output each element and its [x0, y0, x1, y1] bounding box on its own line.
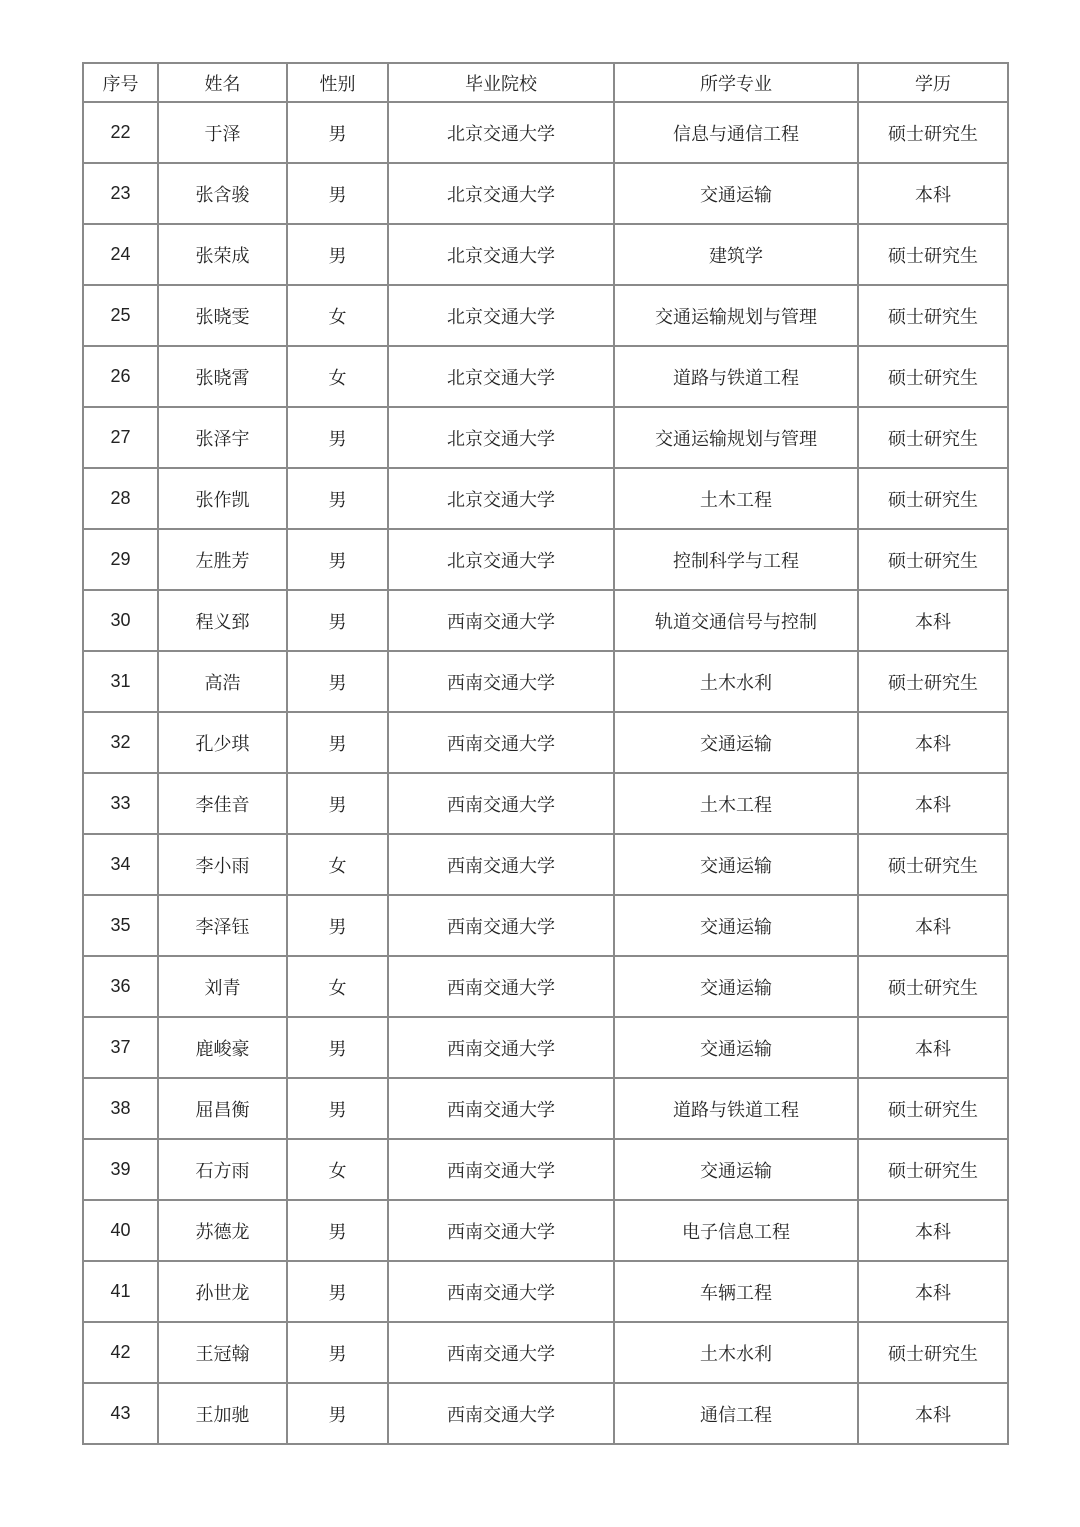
- table-row: [83, 163, 1008, 224]
- header-major: 所学专业: [614, 63, 858, 102]
- cell-name: 程义郅: [158, 590, 287, 651]
- cell-index: 32: [83, 712, 158, 773]
- cell-name: 李佳音: [158, 773, 287, 834]
- cell-gender: 男: [287, 1322, 388, 1383]
- cell-school: 西南交通大学: [388, 1200, 614, 1261]
- cell-gender: 男: [287, 773, 388, 834]
- cell-major: 土木工程: [614, 773, 858, 834]
- cell-gender: 男: [287, 407, 388, 468]
- cell-degree: 硕士研究生: [858, 102, 1008, 163]
- cell-gender: 男: [287, 1200, 388, 1261]
- table-row: [83, 224, 1008, 285]
- cell-school: 西南交通大学: [388, 651, 614, 712]
- cell-degree: 硕士研究生: [858, 834, 1008, 895]
- cell-major: 交通运输: [614, 956, 858, 1017]
- cell-school: 西南交通大学: [388, 1017, 614, 1078]
- table-row: [83, 1261, 1008, 1322]
- table-row: [83, 1200, 1008, 1261]
- cell-degree: 本科: [858, 590, 1008, 651]
- table-header: [83, 63, 1008, 102]
- cell-name: 李泽钰: [158, 895, 287, 956]
- cell-school: 西南交通大学: [388, 895, 614, 956]
- cell-degree: 本科: [858, 1200, 1008, 1261]
- table-body: [83, 102, 1008, 1444]
- cell-major: 电子信息工程: [614, 1200, 858, 1261]
- cell-major: 交通运输: [614, 163, 858, 224]
- cell-major: 土木水利: [614, 651, 858, 712]
- cell-gender: 男: [287, 468, 388, 529]
- cell-major: 道路与铁道工程: [614, 1078, 858, 1139]
- cell-gender: 男: [287, 224, 388, 285]
- cell-school: 西南交通大学: [388, 712, 614, 773]
- cell-index: 36: [83, 956, 158, 1017]
- cell-name: 李小雨: [158, 834, 287, 895]
- cell-index: 37: [83, 1017, 158, 1078]
- cell-school: 北京交通大学: [388, 102, 614, 163]
- cell-gender: 男: [287, 1261, 388, 1322]
- cell-school: 北京交通大学: [388, 346, 614, 407]
- cell-degree: 硕士研究生: [858, 285, 1008, 346]
- cell-name: 高浩: [158, 651, 287, 712]
- cell-degree: 本科: [858, 1383, 1008, 1444]
- table-row: [83, 712, 1008, 773]
- cell-major: 交通运输: [614, 1017, 858, 1078]
- cell-name: 刘青: [158, 956, 287, 1017]
- cell-degree: 本科: [858, 1017, 1008, 1078]
- cell-major: 交通运输: [614, 895, 858, 956]
- cell-major: 建筑学: [614, 224, 858, 285]
- cell-gender: 男: [287, 102, 388, 163]
- cell-school: 北京交通大学: [388, 163, 614, 224]
- cell-name: 张荣成: [158, 224, 287, 285]
- cell-gender: 男: [287, 1017, 388, 1078]
- cell-gender: 女: [287, 285, 388, 346]
- cell-index: 41: [83, 1261, 158, 1322]
- table-row: [83, 529, 1008, 590]
- cell-gender: 男: [287, 895, 388, 956]
- cell-name: 左胜芳: [158, 529, 287, 590]
- cell-degree: 本科: [858, 1261, 1008, 1322]
- cell-gender: 女: [287, 956, 388, 1017]
- cell-school: 西南交通大学: [388, 834, 614, 895]
- table-row: [83, 407, 1008, 468]
- cell-name: 孔少琪: [158, 712, 287, 773]
- cell-school: 西南交通大学: [388, 956, 614, 1017]
- cell-major: 车辆工程: [614, 1261, 858, 1322]
- cell-index: 35: [83, 895, 158, 956]
- table-row: [83, 1383, 1008, 1444]
- cell-index: 42: [83, 1322, 158, 1383]
- cell-name: 张晓雯: [158, 285, 287, 346]
- header-name: 姓名: [158, 63, 287, 102]
- table-row: [83, 1139, 1008, 1200]
- cell-name: 孙世龙: [158, 1261, 287, 1322]
- cell-degree: 本科: [858, 773, 1008, 834]
- cell-degree: 硕士研究生: [858, 956, 1008, 1017]
- table-row: [83, 651, 1008, 712]
- cell-gender: 男: [287, 590, 388, 651]
- header-index: 序号: [83, 63, 158, 102]
- cell-school: 北京交通大学: [388, 407, 614, 468]
- cell-index: 28: [83, 468, 158, 529]
- cell-index: 29: [83, 529, 158, 590]
- cell-name: 石方雨: [158, 1139, 287, 1200]
- table-row: [83, 1017, 1008, 1078]
- cell-degree: 硕士研究生: [858, 529, 1008, 590]
- table-row: [83, 956, 1008, 1017]
- cell-index: 22: [83, 102, 158, 163]
- cell-index: 27: [83, 407, 158, 468]
- cell-gender: 男: [287, 651, 388, 712]
- cell-gender: 女: [287, 1139, 388, 1200]
- roster-table: [82, 62, 1009, 1445]
- cell-name: 屈昌衡: [158, 1078, 287, 1139]
- cell-school: 西南交通大学: [388, 1261, 614, 1322]
- cell-name: 于泽: [158, 102, 287, 163]
- cell-gender: 女: [287, 346, 388, 407]
- cell-name: 王加驰: [158, 1383, 287, 1444]
- cell-degree: 硕士研究生: [858, 1322, 1008, 1383]
- table-row: [83, 468, 1008, 529]
- cell-degree: 硕士研究生: [858, 651, 1008, 712]
- cell-degree: 硕士研究生: [858, 224, 1008, 285]
- table-row: [83, 285, 1008, 346]
- table-row: [83, 834, 1008, 895]
- cell-gender: 男: [287, 1078, 388, 1139]
- header-row: [83, 63, 1008, 102]
- cell-name: 苏德龙: [158, 1200, 287, 1261]
- cell-degree: 本科: [858, 163, 1008, 224]
- cell-index: 31: [83, 651, 158, 712]
- cell-index: 23: [83, 163, 158, 224]
- cell-major: 轨道交通信号与控制: [614, 590, 858, 651]
- cell-degree: 硕士研究生: [858, 468, 1008, 529]
- cell-name: 鹿峻豪: [158, 1017, 287, 1078]
- table-row: [83, 773, 1008, 834]
- cell-major: 通信工程: [614, 1383, 858, 1444]
- cell-degree: 硕士研究生: [858, 1078, 1008, 1139]
- cell-degree: 本科: [858, 895, 1008, 956]
- cell-major: 道路与铁道工程: [614, 346, 858, 407]
- cell-degree: 硕士研究生: [858, 346, 1008, 407]
- header-gender: 性别: [287, 63, 388, 102]
- cell-gender: 男: [287, 712, 388, 773]
- cell-degree: 硕士研究生: [858, 1139, 1008, 1200]
- cell-index: 30: [83, 590, 158, 651]
- cell-name: 王冠翰: [158, 1322, 287, 1383]
- cell-index: 38: [83, 1078, 158, 1139]
- cell-major: 交通运输: [614, 712, 858, 773]
- cell-index: 26: [83, 346, 158, 407]
- table-row: [83, 1322, 1008, 1383]
- cell-index: 40: [83, 1200, 158, 1261]
- cell-school: 西南交通大学: [388, 1383, 614, 1444]
- header-degree: 学历: [858, 63, 1008, 102]
- cell-school: 西南交通大学: [388, 590, 614, 651]
- cell-name: 张晓霄: [158, 346, 287, 407]
- cell-degree: 硕士研究生: [858, 407, 1008, 468]
- header-school: 毕业院校: [388, 63, 614, 102]
- cell-index: 25: [83, 285, 158, 346]
- table-row: [83, 895, 1008, 956]
- cell-major: 信息与通信工程: [614, 102, 858, 163]
- cell-major: 交通运输规划与管理: [614, 407, 858, 468]
- cell-index: 43: [83, 1383, 158, 1444]
- cell-index: 33: [83, 773, 158, 834]
- cell-gender: 女: [287, 834, 388, 895]
- cell-school: 北京交通大学: [388, 529, 614, 590]
- cell-gender: 男: [287, 1383, 388, 1444]
- cell-school: 北京交通大学: [388, 285, 614, 346]
- table-row: [83, 346, 1008, 407]
- cell-index: 24: [83, 224, 158, 285]
- cell-index: 34: [83, 834, 158, 895]
- cell-school: 西南交通大学: [388, 773, 614, 834]
- cell-name: 张泽宇: [158, 407, 287, 468]
- cell-school: 西南交通大学: [388, 1139, 614, 1200]
- cell-school: 北京交通大学: [388, 224, 614, 285]
- cell-degree: 本科: [858, 712, 1008, 773]
- cell-major: 控制科学与工程: [614, 529, 858, 590]
- cell-major: 土木工程: [614, 468, 858, 529]
- table-row: [83, 1078, 1008, 1139]
- cell-major: 交通运输: [614, 834, 858, 895]
- cell-major: 交通运输规划与管理: [614, 285, 858, 346]
- cell-major: 土木水利: [614, 1322, 858, 1383]
- cell-school: 北京交通大学: [388, 468, 614, 529]
- cell-index: 39: [83, 1139, 158, 1200]
- cell-gender: 男: [287, 163, 388, 224]
- table-row: [83, 590, 1008, 651]
- cell-gender: 男: [287, 529, 388, 590]
- cell-name: 张作凯: [158, 468, 287, 529]
- cell-name: 张含骏: [158, 163, 287, 224]
- cell-major: 交通运输: [614, 1139, 858, 1200]
- cell-school: 西南交通大学: [388, 1322, 614, 1383]
- cell-school: 西南交通大学: [388, 1078, 614, 1139]
- table-row: [83, 102, 1008, 163]
